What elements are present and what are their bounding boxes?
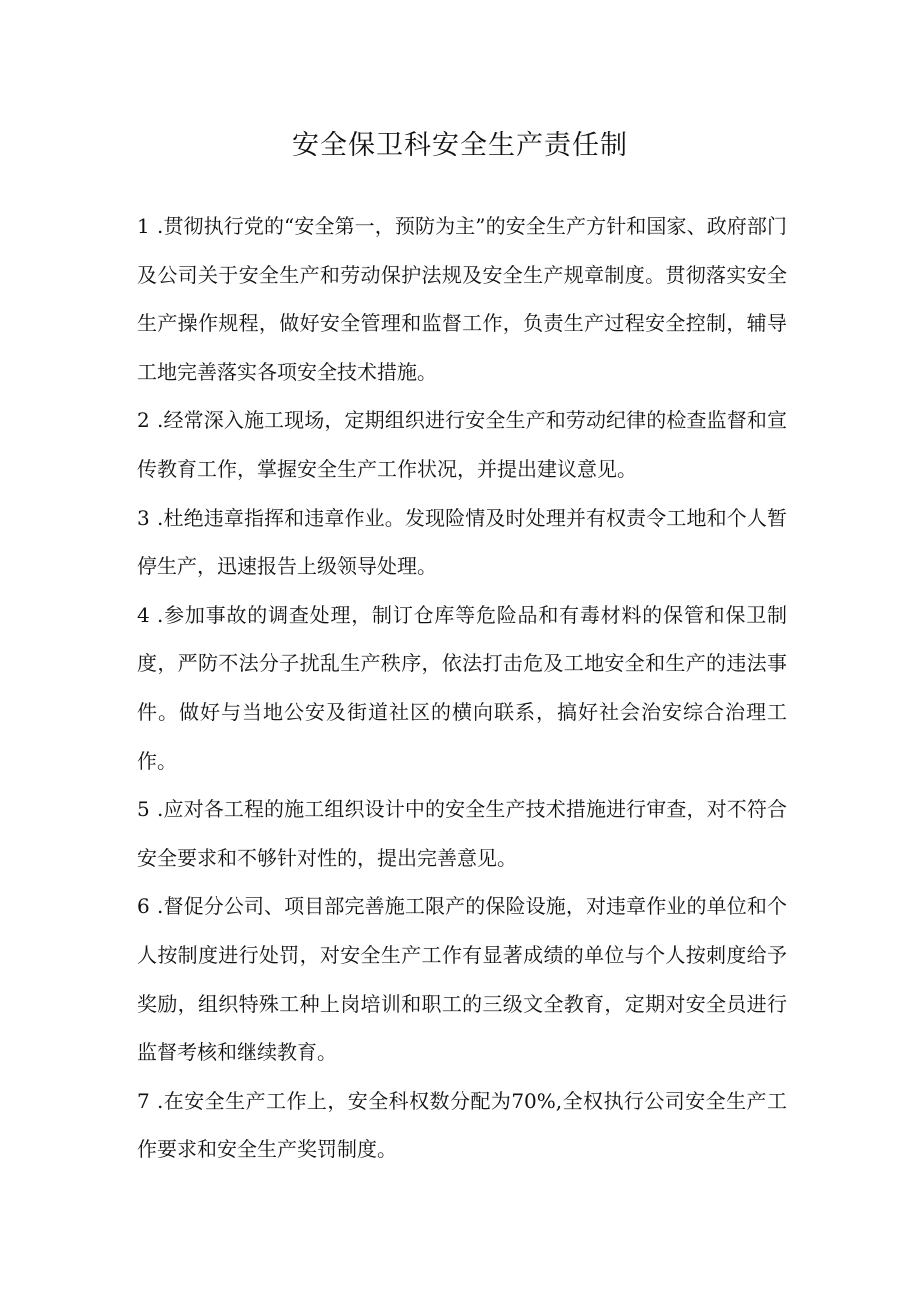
clause-2	[137, 396, 787, 493]
clause-number: 2	[137, 408, 150, 433]
clause-4	[137, 591, 787, 785]
clause-text: .督促分公司、项目部完善施工限产的保险设施，对违章作业的单位和个人按制度进行处罚，对安全生产工作有显著成绩的单位与个人按刺度给予奖励，组织特殊工种上岗培训和职工的三级文全教育，定期对安全员进行监督考核和继续教育。	[137, 894, 787, 1065]
document-title: 安全保卫科安全生产责任制	[292, 130, 628, 161]
clause-number: 6	[137, 894, 150, 919]
clause-text: .在安全生产工作上，安全科权数分配为70%,全权执行公司安全生产工作要求和安全生产奖罚制度。	[137, 1088, 787, 1162]
clause-text: .贯彻执行党的“安全第一，预防为主”的安全生产方针和国家、政府部门及公司关于安全生产和劳动保护法规及安全生产规章制度。贯彻落实安全生产操作规程，做好安全管理和监督工作，负责生产过程安全控制，辅导工地完善落实各项安全技术措施。	[137, 214, 787, 384]
clause-5	[137, 785, 787, 882]
clause-text: .参加事故的调查处理，制订仓库等危险品和有毒材料的保管和保卫制度，严防不法分子扰乱生产秩序，依法打击危及工地安全和生产的违法事件。做好与当地公安及街道社区的横向联系，搞好社会治安综合治理工作。	[137, 602, 787, 773]
clause-text: .经常深入施工现场，定期组织进行安全生产和劳动纪律的检查监督和宣传教育工作，掌握安全生产工作状况，并提出建议意见。	[137, 408, 787, 481]
clause-6	[137, 882, 787, 1076]
clause-text: .应对各工程的施工组织设计中的安全生产技术措施进行审查，对不符合安全要求和不够针对性的，提出完善意见。	[137, 797, 787, 870]
clause-number: 1	[137, 214, 150, 238]
clause-1	[137, 202, 787, 396]
clause-3	[137, 494, 787, 591]
clause-7	[137, 1077, 787, 1174]
clause-number: 3	[137, 505, 150, 530]
clause-text: .杜绝违章指挥和违章作业。发现险情及时处理并有权责令工地和个人暂停生产，迅速报告上级领导处理。	[137, 505, 787, 579]
clause-number: 7	[137, 1088, 150, 1113]
document-body	[137, 202, 787, 1174]
clause-number: 5	[137, 797, 150, 822]
clause-number: 4	[137, 602, 150, 627]
